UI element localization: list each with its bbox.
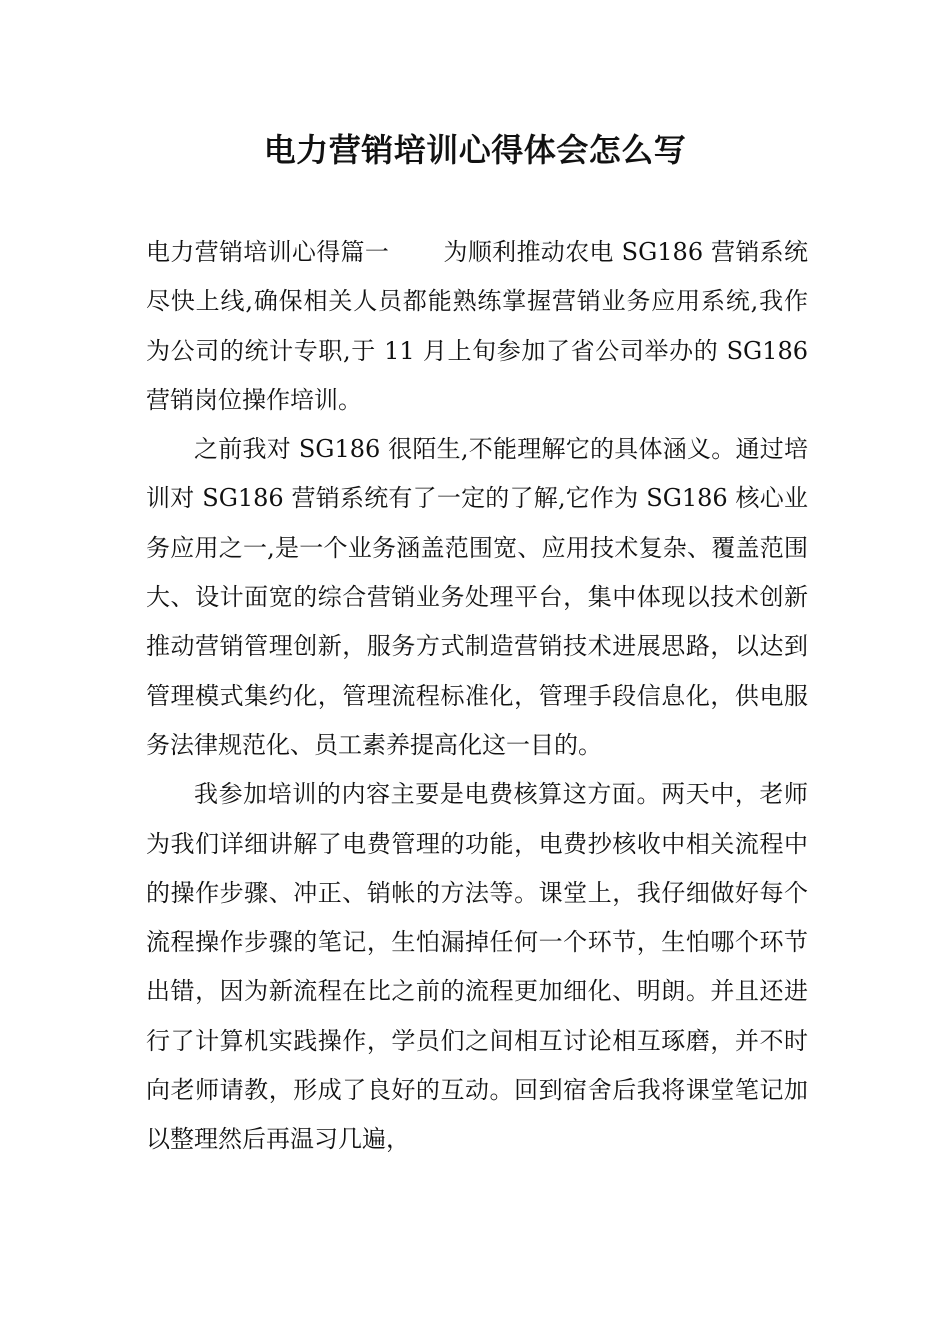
paragraph-2: 之前我对 SG186 很陌生,不能理解它的具体涵义。通过培训对 SG186 营销系统有了一定的了解,它作为 SG186 核心业务应用之一,是一个业务涵盖范围宽、应用技术复杂、覆盖范围大、设计面宽的综合营销业务处理平台，集中体现以技术创新推动营销管理创新，服务方式制造营销技术进展思路，以达到管理模式集约化，管理流程标准化，管理手段信息化，供电服务法律规范化、员工素养提高化这一目的。 (146, 435, 808, 759)
document-title: 电力营销培训心得体会怎么写 (263, 131, 687, 169)
section-heading: 电力营销培训心得篇一 (146, 238, 390, 266)
document-body (146, 228, 808, 1165)
paragraph-1-text: 为顺利推动农电 SG186 营销系统尽快上线,确保相关人员都能熟练掌握营销业务应用系统,我作为公司的统计专职,于 11 月上旬参加了省公司举办的 SG186 营销岗位操作培训。 (146, 238, 808, 414)
paragraph-3: 我参加培训的内容主要是电费核算这方面。两天中，老师为我们详细讲解了电费管理的功能，电费抄核收中相关流程中的操作步骤、冲正、销帐的方法等。课堂上，我仔细做好每个流程操作步骤的笔记，生怕漏掉任何一个环节，生怕哪个环节出错，因为新流程在比之前的流程更加细化、明朗。并且还进行了计算机实践操作，学员们之间相互讨论相互琢磨，并不时向老师请教，形成了良好的互动。回到宿舍后我将课堂笔记加以整理然后再温习几遍， (146, 780, 808, 1154)
paragraph-1 (146, 228, 808, 425)
